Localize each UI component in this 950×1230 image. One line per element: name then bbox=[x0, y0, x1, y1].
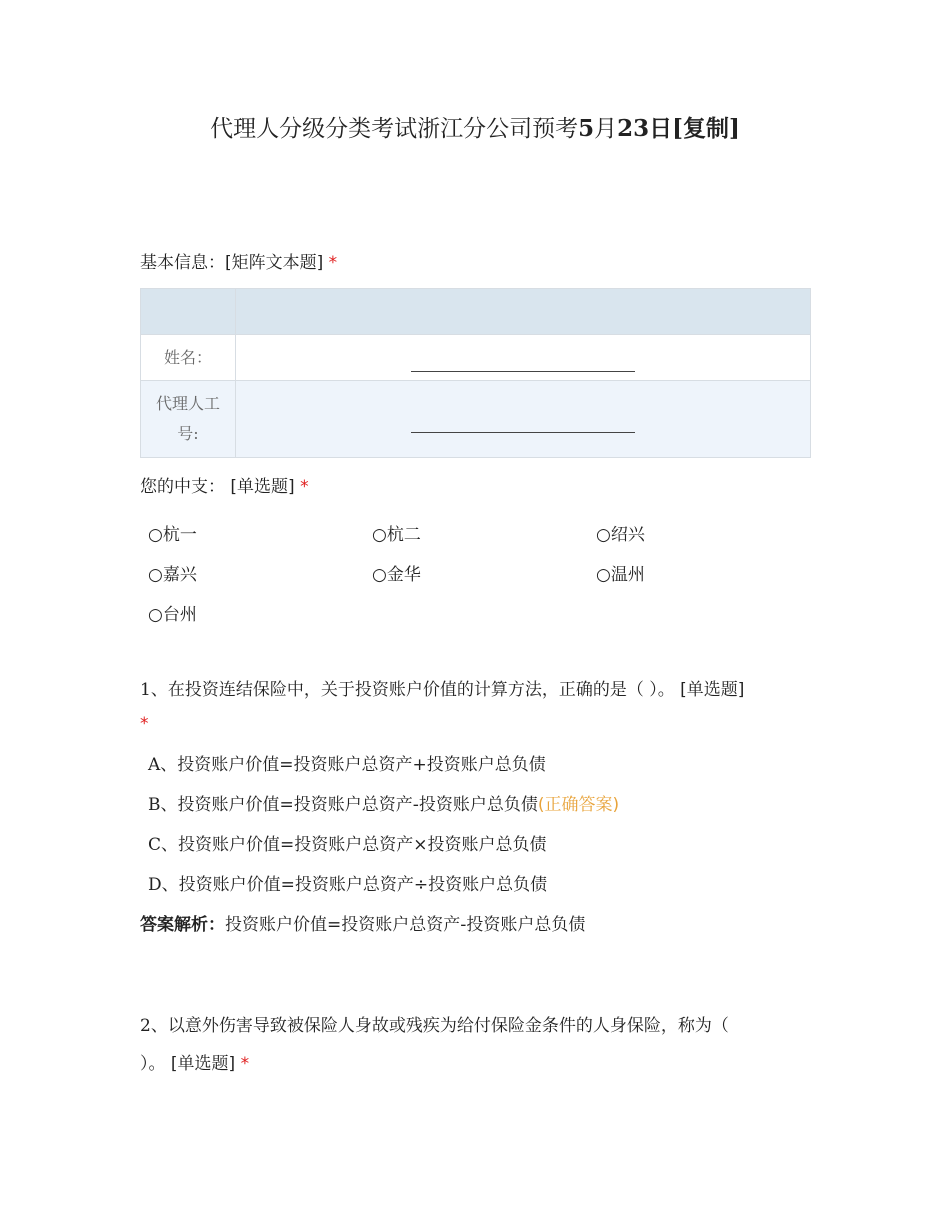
branch-question bbox=[140, 470, 812, 504]
question-number: 2 bbox=[140, 1016, 151, 1036]
agent-id-cell bbox=[236, 381, 811, 458]
branch-option-taizhou[interactable]: ○台州 bbox=[148, 605, 197, 625]
branch-option-jiaxing[interactable]: ○嘉兴 bbox=[148, 565, 197, 585]
choice-letter: B bbox=[148, 795, 161, 815]
q1-choice-c[interactable] bbox=[148, 825, 547, 865]
basic-info-label: 基本信息：[矩阵文本题] bbox=[140, 253, 324, 273]
correct-answer-mark: (正确答案) bbox=[537, 795, 620, 815]
q1-analysis bbox=[140, 905, 585, 945]
branch-option-hangyi[interactable]: ○杭一 bbox=[148, 525, 197, 545]
name-cell bbox=[236, 335, 811, 381]
question-text-line1: 、以意外伤害导致被保险人身故或残疾为给付保险金条件的人身保险，称为（ bbox=[150, 1016, 729, 1036]
question-text: 、在投资连结保险中，关于投资账户价值的计算方法，正确的是（ ）。 [单选题] bbox=[150, 680, 745, 700]
page-title bbox=[0, 110, 950, 143]
name-input[interactable] bbox=[411, 355, 635, 372]
agent-id-input[interactable] bbox=[411, 416, 635, 433]
name-label: 姓名： bbox=[141, 335, 236, 381]
basic-info-matrix bbox=[140, 288, 811, 458]
matrix-header-cell bbox=[141, 289, 236, 335]
choice-text: 、投资账户价值=投资账户总资产-投资账户总负债 bbox=[160, 795, 538, 815]
required-mark: * bbox=[300, 477, 309, 497]
question-1 bbox=[140, 673, 812, 741]
question-2 bbox=[140, 1007, 812, 1083]
question-text-line2: ）。 [单选题] bbox=[140, 1054, 236, 1074]
matrix-row-name bbox=[141, 335, 811, 381]
choice-letter: D bbox=[148, 875, 162, 895]
matrix-header-cell bbox=[236, 289, 811, 335]
agent-id-label-line1: 代理人工 bbox=[155, 394, 220, 413]
required-mark: * bbox=[328, 253, 338, 273]
q1-choice-b[interactable] bbox=[148, 785, 619, 825]
title-text: 代理人分级分类考试浙江分公司预考 bbox=[210, 116, 579, 142]
basic-info-question bbox=[140, 246, 812, 280]
agent-id-label-line2: 号: bbox=[177, 424, 199, 443]
q1-choice-d[interactable] bbox=[148, 865, 547, 905]
choice-text: 、投资账户价值=投资账户总资产×投资账户总负债 bbox=[161, 835, 547, 855]
branch-label: 您的中支： [单选题] bbox=[140, 477, 295, 497]
choice-letter: A bbox=[148, 755, 161, 775]
agent-id-label bbox=[141, 381, 236, 458]
analysis-text: 投资账户价值=投资账户总资产-投资账户总负债 bbox=[225, 915, 586, 935]
branch-option-hanger[interactable]: ○杭二 bbox=[372, 525, 421, 545]
title-month: 5 bbox=[578, 115, 595, 142]
choice-letter: C bbox=[148, 835, 162, 855]
branch-option-wenzhou[interactable]: ○温州 bbox=[596, 565, 645, 585]
choice-text: 、投资账户价值=投资账户总资产+投资账户总负债 bbox=[160, 755, 546, 775]
branch-option-shaoxing[interactable]: ○绍兴 bbox=[596, 525, 645, 545]
required-mark: * bbox=[140, 714, 149, 734]
choice-text: 、投资账户价值=投资账户总资产÷投资账户总负债 bbox=[161, 875, 548, 895]
question-number: 1 bbox=[140, 680, 151, 700]
analysis-label: 答案解析： bbox=[140, 915, 225, 935]
matrix-header-row bbox=[141, 289, 811, 335]
branch-option-jinhua[interactable]: ○金华 bbox=[372, 565, 421, 585]
title-month-unit: 月 bbox=[594, 116, 618, 142]
branch-options bbox=[148, 515, 820, 635]
matrix-row-agent-id bbox=[141, 381, 811, 458]
title-day: 23 bbox=[617, 115, 650, 142]
title-day-unit: 日[复制] bbox=[649, 115, 740, 142]
q1-choice-a[interactable] bbox=[148, 745, 546, 785]
required-mark: * bbox=[240, 1054, 250, 1074]
